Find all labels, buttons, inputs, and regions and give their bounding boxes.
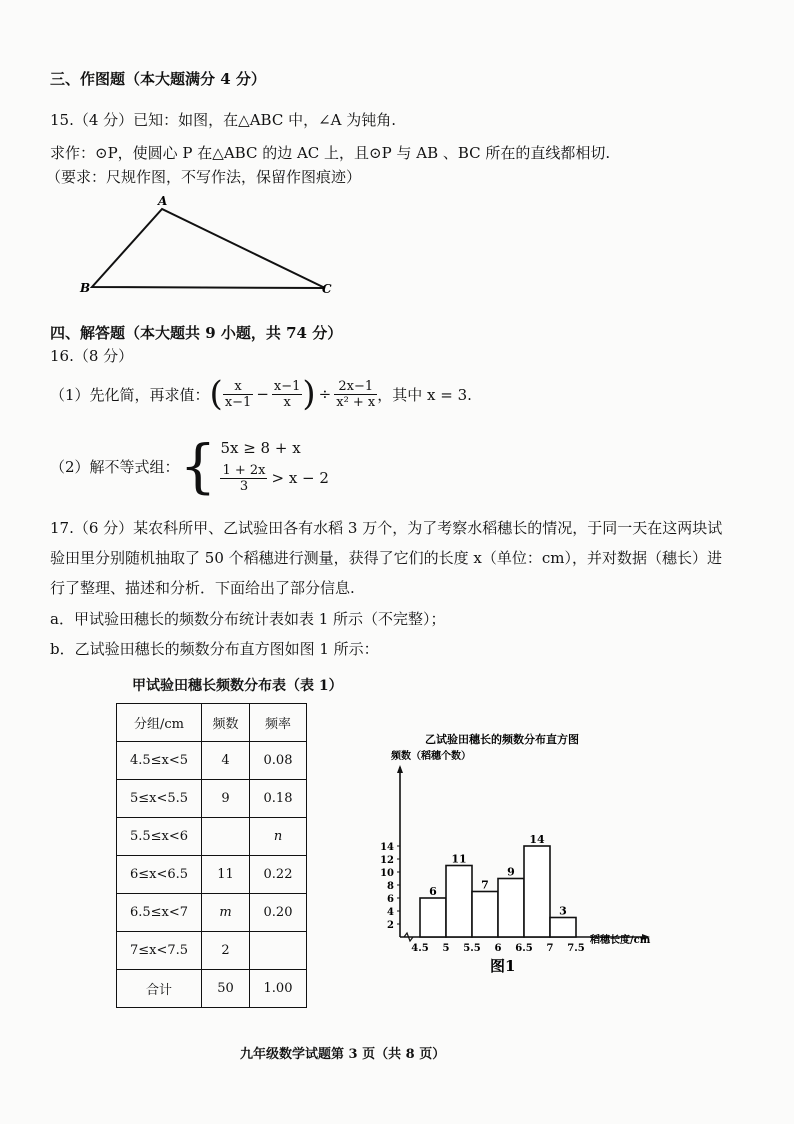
histogram-bar xyxy=(420,898,446,937)
table-cell: 1.00 xyxy=(250,970,307,1008)
histogram-bar xyxy=(524,846,550,937)
histogram-bar xyxy=(550,918,576,938)
table-cell: 6≤x<6.5 xyxy=(117,856,202,894)
x-tick-label: 5.5 xyxy=(463,943,481,954)
bar-value-label: 7 xyxy=(481,878,489,892)
histogram-bar xyxy=(446,866,472,938)
bar-value-label: 6 xyxy=(429,885,437,898)
table-cell: 0.08 xyxy=(250,742,307,780)
y-tick-label: 8 xyxy=(387,881,394,892)
x-tick-label: 7 xyxy=(546,943,554,954)
inequality-2-numerator: 1 + 2x xyxy=(222,462,266,478)
table-cell: 合计 xyxy=(117,970,202,1008)
question-17-line-3: 行了整理、描述和分析．下面给出了部分信息. xyxy=(50,579,355,597)
y-tick-label: 6 xyxy=(387,894,394,905)
table-row xyxy=(117,970,307,1008)
x-tick-label: 6.5 xyxy=(515,943,533,954)
table-cell xyxy=(202,818,250,856)
table-cell xyxy=(250,932,307,970)
table-row xyxy=(117,818,307,856)
inequality-2-denominator: 3 xyxy=(239,478,249,494)
system-brace: { xyxy=(179,432,217,500)
right-paren: ) xyxy=(302,374,316,414)
table-row xyxy=(117,894,307,932)
table-header: 频数 xyxy=(202,704,250,742)
vertex-b-label: B xyxy=(80,281,91,295)
vertex-c-label: C xyxy=(322,282,332,296)
bar-value-label: 9 xyxy=(507,865,515,879)
table-cell: 9 xyxy=(202,780,250,818)
table-row xyxy=(117,742,307,780)
bar-value-label: 14 xyxy=(529,833,545,846)
bar-value-label: 3 xyxy=(559,904,567,918)
question-17-info-b: b．乙试验田穗长的频数分布直方图如图 1 所示： xyxy=(50,640,379,658)
fraction-2 xyxy=(272,379,303,410)
table-header: 频率 xyxy=(250,704,307,742)
inequality-system xyxy=(220,439,328,494)
inequality-2 xyxy=(220,463,328,494)
inequality-2-fraction xyxy=(220,463,267,494)
fraction-3-denominator: x² + x xyxy=(336,394,376,410)
table-cell: 0.22 xyxy=(250,856,307,894)
triangle-abc-figure xyxy=(70,195,350,300)
table-row xyxy=(117,856,307,894)
frequency-table xyxy=(116,703,307,1008)
table-cell: 2 xyxy=(202,932,250,970)
fraction-3 xyxy=(334,379,377,410)
inequality-1: 5x ≥ 8 + x xyxy=(220,438,301,457)
table-cell: 0.18 xyxy=(250,780,307,818)
x-axis-label: 稻穗长度/cm xyxy=(590,935,651,946)
minus-sign: − xyxy=(256,385,269,403)
table-row xyxy=(117,780,307,818)
figure-caption: 图1 xyxy=(490,957,516,975)
vertex-a-label: A xyxy=(158,195,168,208)
fraction-1-numerator: x xyxy=(223,379,254,395)
table-cell: 7≤x<7.5 xyxy=(117,932,202,970)
fraction-1 xyxy=(223,379,254,410)
q16-1-prefix: （1）先化简，再求值： xyxy=(50,385,210,404)
question-15-given: 15.（4 分）已知：如图，在△ABC 中，∠A 为钝角. xyxy=(50,111,397,129)
table-cell: 0.20 xyxy=(250,894,307,932)
divide-sign: ÷ xyxy=(318,385,332,403)
section-3-heading: 三、作图题（本大题满分 4 分） xyxy=(50,70,266,88)
histogram-bar xyxy=(498,879,524,938)
left-paren: ( xyxy=(209,374,223,414)
table-header-row xyxy=(117,704,307,742)
table-header: 分组/cm xyxy=(117,704,202,742)
y-axis-label: 频数（稻穗个数） xyxy=(391,751,471,762)
y-tick-label: 2 xyxy=(387,920,394,931)
histogram-chart xyxy=(360,725,690,980)
x-tick-label: 4.5 xyxy=(411,943,429,954)
table-cell: m xyxy=(202,894,250,932)
table-cell: 6.5≤x<7 xyxy=(117,894,202,932)
question-17-info-a: a．甲试验田穗长的频数分布统计表如表 1 所示（不完整）； xyxy=(50,610,446,628)
histogram-bars xyxy=(420,846,576,937)
y-tick-label: 10 xyxy=(380,868,394,879)
y-tick-label: 14 xyxy=(380,842,394,853)
table-1-caption: 甲试验田穗长频数分布表（表 1） xyxy=(132,678,343,694)
fraction-2-denominator: x xyxy=(283,394,291,410)
question-17-line-2: 验田里分别随机抽取了 50 个稻穗进行测量，获得了它们的长度 x（单位：cm），并对数据（穗长）进 xyxy=(50,549,722,567)
table-cell: n xyxy=(250,818,307,856)
bar-value-label: 11 xyxy=(451,852,467,866)
table-cell: 4 xyxy=(202,742,250,780)
x-tick-label: 7.5 xyxy=(567,943,585,954)
inequality-2-rest: > x − 2 xyxy=(271,469,329,487)
fraction-1-denominator: x−1 xyxy=(224,394,252,410)
section-4-heading: 四、解答题（本大题共 9 小题，共 74 分） xyxy=(50,324,343,342)
y-axis-arrow xyxy=(397,765,403,773)
x-tick-label: 6 xyxy=(494,943,502,954)
question-15-task: 求作：⊙P，使圆心 P 在△ABC 的边 AC 上，且⊙P 与 AB 、BC 所在的直线都相切. xyxy=(50,144,611,162)
q16-1-suffix: ，其中 x = 3. xyxy=(377,385,472,404)
page-footer: 九年级数学试题第 3 页（共 8 页） xyxy=(240,1047,446,1062)
table-cell: 5.5≤x<6 xyxy=(117,818,202,856)
fraction-2-numerator: x−1 xyxy=(273,378,301,394)
fraction-3-numerator: 2x−1 xyxy=(334,379,377,395)
question-15-requirement: （要求：尺规作图，不写作法，保留作图痕迹） xyxy=(46,168,362,186)
question-16-heading: 16.（8 分） xyxy=(50,347,134,365)
table-cell: 50 xyxy=(202,970,250,1008)
table-cell: 11 xyxy=(202,856,250,894)
y-tick-label: 4 xyxy=(387,907,394,918)
question-17-line-1: 17.（6 分）某农科所甲、乙试验田各有水稻 3 万个，为了考察水稻穗长的情况，于同一天在这两块试 xyxy=(50,519,723,537)
table-cell: 4.5≤x<5 xyxy=(117,742,202,780)
table-cell: 5≤x<5.5 xyxy=(117,780,202,818)
q16-2-prefix: （2）解不等式组： xyxy=(50,457,180,476)
question-16-part-2 xyxy=(50,434,329,498)
question-16-part-1 xyxy=(50,372,472,416)
triangle-abc xyxy=(92,209,325,288)
x-tick-label: 5 xyxy=(442,943,450,954)
histogram-title: 乙试验田穗长的频数分布直方图 xyxy=(425,733,579,746)
histogram-bar xyxy=(472,892,498,938)
y-tick-label: 12 xyxy=(380,855,394,866)
table-row xyxy=(117,932,307,970)
